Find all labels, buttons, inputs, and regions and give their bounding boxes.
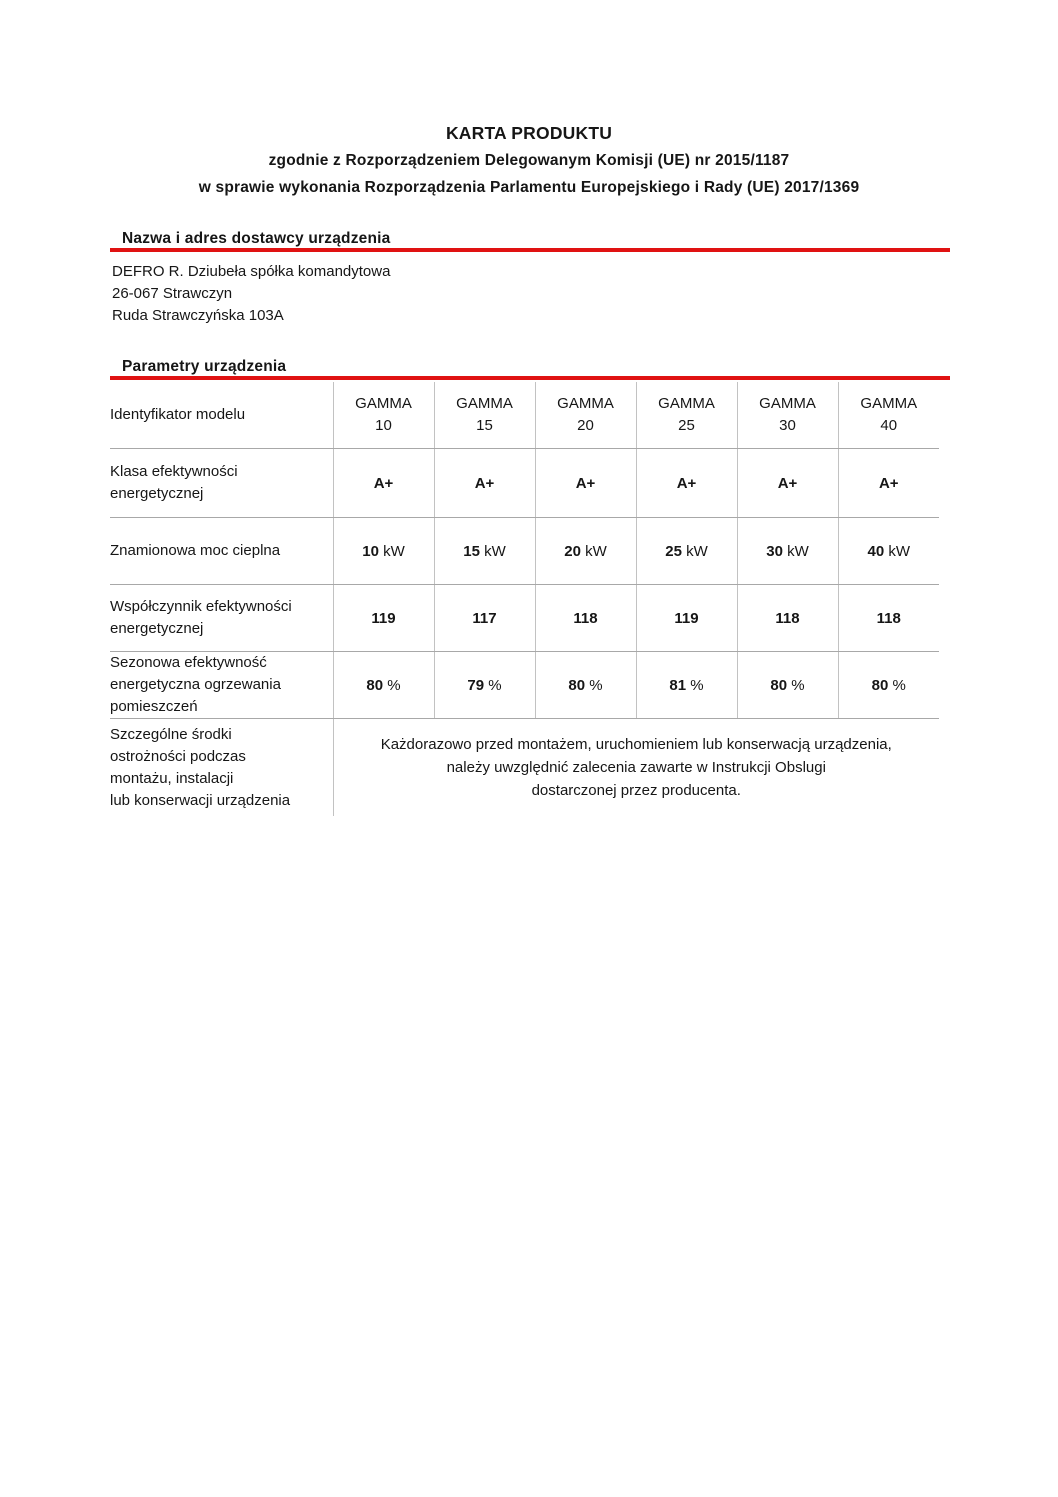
row-label-model-identifier: Identyfikator modelu — [110, 382, 333, 449]
value-cell: 40 kW — [838, 518, 939, 585]
model-column-header — [838, 382, 939, 449]
value-cell: 20 kW — [535, 518, 636, 585]
value-cell: 119 — [333, 585, 434, 652]
value-cell: 79 % — [434, 652, 535, 719]
table-row-energy-class — [110, 449, 939, 518]
table-row-model-identifier — [110, 382, 939, 449]
parameters-section-heading: Parametry urządzenia — [122, 358, 287, 375]
value-cell: A+ — [434, 449, 535, 518]
precautions-note: Każdorazowo przed montażem, uruchomieniem lub konserwacją urządzenia, należy uwzględnić zalecenia zawarte w Instrukcji Obslugi dostarczonej przez producenta. — [333, 719, 939, 817]
red-divider-supplier — [110, 248, 950, 252]
model-column-header — [636, 382, 737, 449]
document-content — [110, 230, 950, 816]
model-brand: GAMMA — [860, 395, 918, 412]
value-cell: 80 % — [535, 652, 636, 719]
row-label-energy-class: Klasa efektywności energetycznej — [110, 449, 333, 518]
model-column-header — [737, 382, 838, 449]
row-label-rated-heat-output: Znamionowa moc cieplna — [110, 518, 333, 585]
value-cell: 25 kW — [636, 518, 737, 585]
model-number: 20 — [577, 417, 594, 434]
model-number: 10 — [375, 417, 392, 434]
model-brand: GAMMA — [456, 395, 513, 412]
value-cell: 117 — [434, 585, 535, 652]
parameters-table — [110, 382, 939, 816]
model-brand: GAMMA — [658, 395, 715, 412]
model-number: 25 — [678, 417, 695, 434]
model-column-header — [434, 382, 535, 449]
model-number: 40 — [880, 417, 898, 434]
value-cell: A+ — [838, 449, 939, 518]
value-cell: A+ — [535, 449, 636, 518]
red-divider-parameters — [110, 376, 950, 380]
row-label-energy-efficiency-index: Współczynnik efektywności energetycznej — [110, 585, 333, 652]
model-brand: GAMMA — [759, 395, 816, 412]
document-subtitle-line2: w sprawie wykonania Rozporządzenia Parlamentu Europejskiego i Rady (UE) 2017/1369 — [198, 179, 860, 196]
supplier-street: Ruda Strawczyńska 103A — [112, 307, 284, 324]
value-cell: 118 — [535, 585, 636, 652]
row-label-seasonal-efficiency: Sezonowa efektywność energetyczna ogrzewania pomieszczeń — [110, 652, 333, 719]
value-cell: 10 kW — [333, 518, 434, 585]
model-number: 15 — [476, 417, 493, 434]
value-cell: 81 % — [636, 652, 737, 719]
table-row-rated-heat-output — [110, 518, 939, 585]
value-cell: 118 — [737, 585, 838, 652]
value-cell: 119 — [636, 585, 737, 652]
value-cell: 118 — [838, 585, 939, 652]
model-number: 30 — [779, 417, 796, 434]
document-title: KARTA PRODUKTU — [445, 123, 613, 143]
value-cell: 80 % — [838, 652, 939, 719]
value-cell: 30 kW — [737, 518, 838, 585]
supplier-address-block — [110, 261, 950, 327]
table-row-precautions — [110, 719, 939, 817]
table-row-energy-efficiency-index — [110, 585, 939, 652]
supplier-section-heading: Nazwa i adres dostawcy urządzenia — [122, 230, 391, 247]
model-brand: GAMMA — [355, 395, 412, 412]
value-cell: A+ — [636, 449, 737, 518]
value-cell: 15 kW — [434, 518, 535, 585]
model-column-header — [535, 382, 636, 449]
table-row-seasonal-efficiency — [110, 652, 939, 719]
value-cell: A+ — [737, 449, 838, 518]
document-title-block — [0, 120, 1058, 201]
value-cell: 80 % — [333, 652, 434, 719]
supplier-postcode-city: 26-067 Strawczyn — [112, 285, 233, 302]
value-cell: 80 % — [737, 652, 838, 719]
model-column-header — [333, 382, 434, 449]
value-cell: A+ — [333, 449, 434, 518]
supplier-name: DEFRO R. Dziubeła spółka komandytowa — [112, 263, 391, 280]
model-brand: GAMMA — [557, 395, 614, 412]
row-label-precautions: Szczególne środki ostrożności podczas montażu, instalacji lub konserwacji urządzenia — [110, 725, 291, 809]
document-subtitle-line1: zgodnie z Rozporządzeniem Delegowanym Komisji (UE) nr 2015/1187 — [268, 152, 790, 169]
